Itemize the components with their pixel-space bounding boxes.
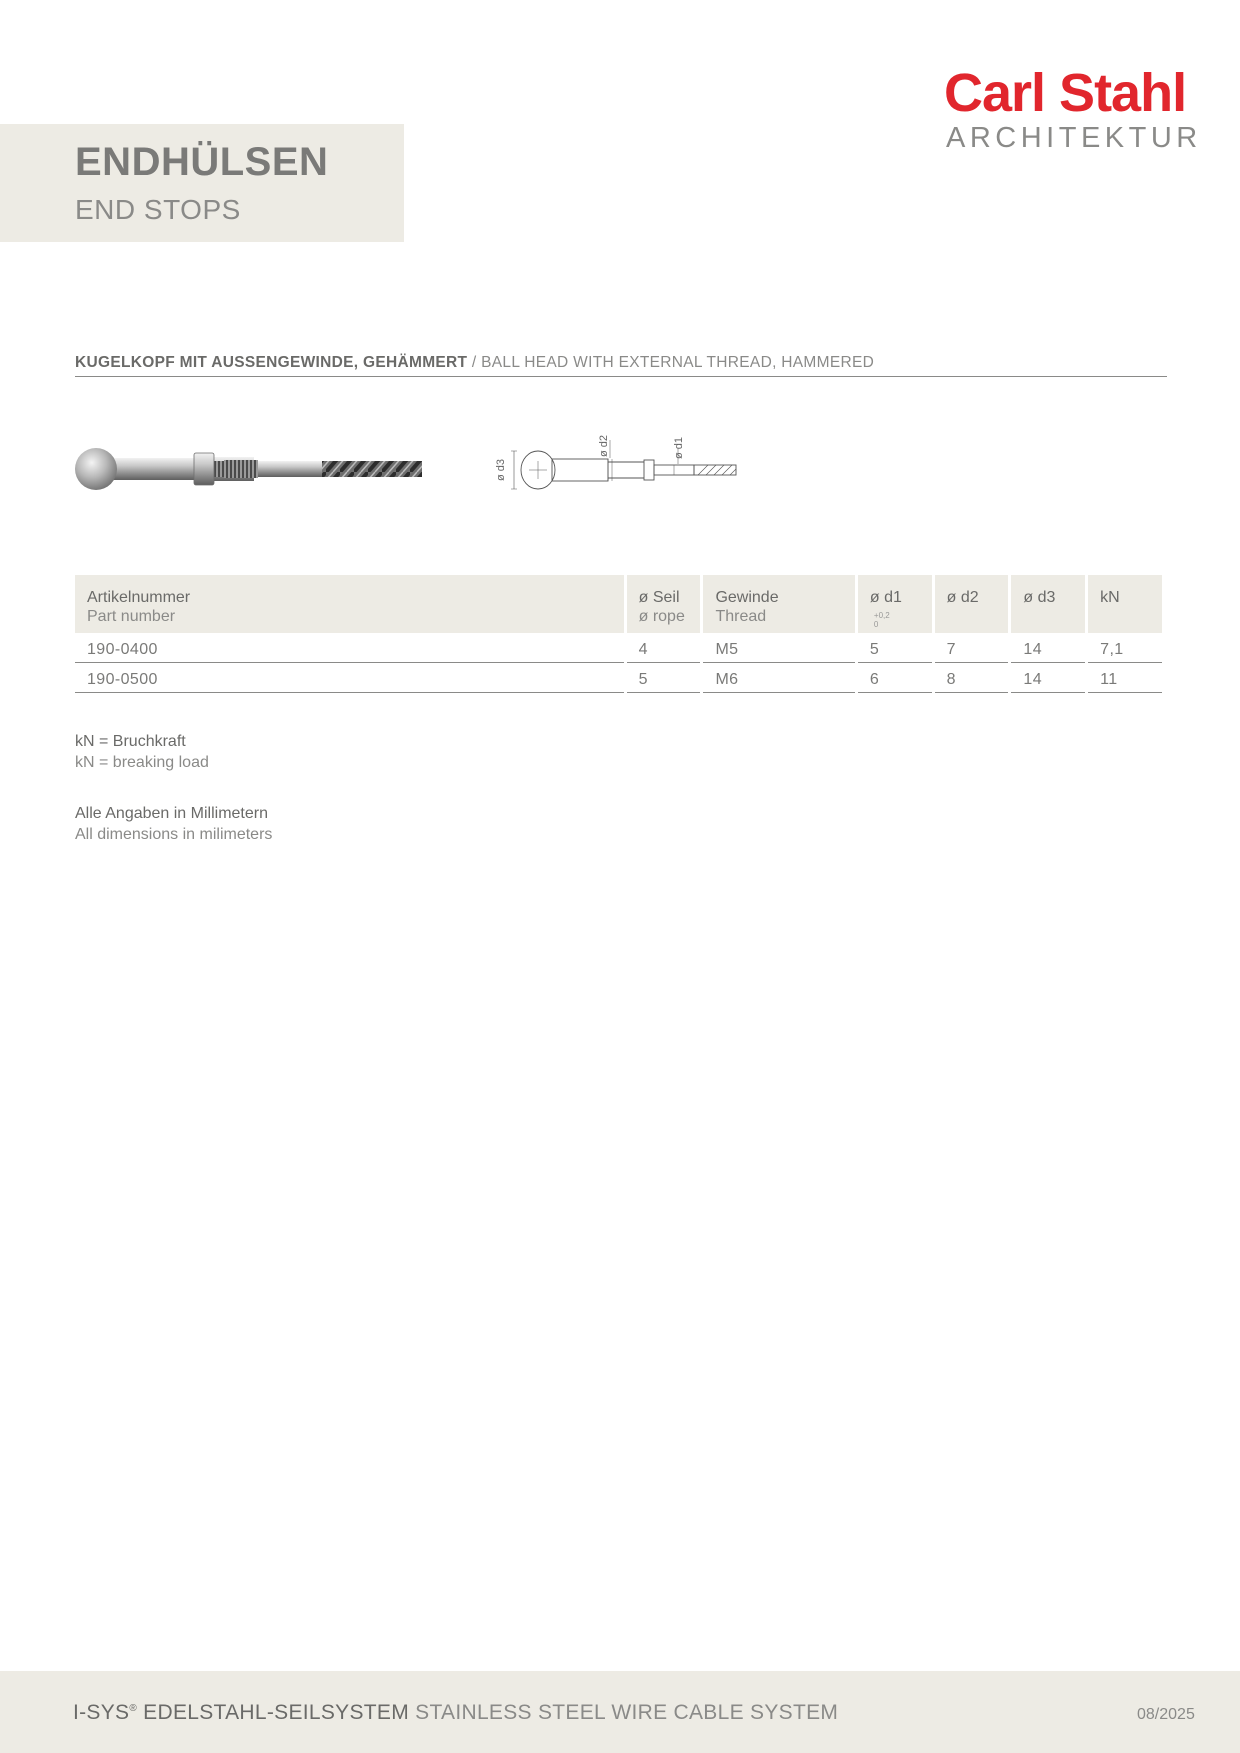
footer-date: 08/2025 xyxy=(1137,1706,1195,1723)
dimension-label-d2: ø d2 xyxy=(598,434,610,458)
technical-drawing xyxy=(495,430,748,500)
tolerance-upper: +0,2 xyxy=(873,611,890,620)
cell-rope: 4 xyxy=(627,633,701,663)
note-dimensions xyxy=(75,803,272,845)
col-d3 xyxy=(1011,575,1085,633)
note-kn-en: kN = breaking load xyxy=(75,754,209,771)
col-rope xyxy=(627,575,701,633)
spec-table xyxy=(72,575,1165,693)
header-label-de: ø Seil xyxy=(638,589,680,606)
cell-d1: 6 xyxy=(858,663,932,693)
page-title: ENDHÜLSEN xyxy=(75,140,329,184)
note-dim-en: All dimensions in milimeters xyxy=(75,826,273,843)
note-breaking-load xyxy=(75,731,209,773)
col-part-number xyxy=(75,575,624,633)
table-row xyxy=(75,663,1162,693)
cell-thread: M6 xyxy=(703,663,854,693)
cell-kn: 11 xyxy=(1088,663,1162,693)
col-d2 xyxy=(935,575,1009,633)
header-label-de: Artikelnummer xyxy=(87,589,191,606)
col-thread xyxy=(703,575,854,633)
header-label-de: kN xyxy=(1100,589,1120,606)
brand-logo-sub: ARCHITEKTUR xyxy=(946,122,1202,154)
dimension-label-d3: ø d3 xyxy=(495,458,507,482)
note-dim-de: Alle Angaben in Millimetern xyxy=(75,805,268,822)
cell-thread: M5 xyxy=(703,633,854,663)
dimension-label-d1: ø d1 xyxy=(673,436,685,460)
header-label-en: Thread xyxy=(715,608,767,625)
tolerance-lower: 0 xyxy=(873,620,879,629)
header-label-en: ø rope xyxy=(638,608,685,625)
footer-title xyxy=(73,1701,838,1725)
cell-d3: 14 xyxy=(1011,633,1085,663)
header-label-de: Gewinde xyxy=(715,589,779,606)
cell-kn: 7,1 xyxy=(1088,633,1162,663)
col-kn xyxy=(1088,575,1162,633)
header-label-de: ø d1 xyxy=(869,589,902,606)
header-label-de: ø d2 xyxy=(946,589,979,606)
footer-title-de: EDELSTAHL-SEILSYSTEM xyxy=(137,1701,410,1724)
cell-d2: 7 xyxy=(935,633,1009,663)
cell-part-number: 190-0400 xyxy=(75,633,624,663)
section-title-en: BALL HEAD WITH EXTERNAL THREAD, HAMMERED xyxy=(481,354,875,371)
brand-logo: Carl Stahl xyxy=(944,63,1187,123)
page-subtitle: END STOPS xyxy=(75,194,241,225)
cell-part-number: 190-0500 xyxy=(75,663,624,693)
footer-title-en: STAINLESS STEEL WIRE CABLE SYSTEM xyxy=(409,1701,839,1724)
tolerance xyxy=(874,611,920,629)
footer-registered-mark: ® xyxy=(129,1703,138,1714)
footer-system: I-SYS xyxy=(73,1701,130,1724)
table-header-row xyxy=(75,575,1162,633)
note-kn-de: kN = Bruchkraft xyxy=(75,733,186,750)
cell-d3: 14 xyxy=(1011,663,1085,693)
section-heading xyxy=(75,354,1167,377)
cell-d1: 5 xyxy=(858,633,932,663)
section-separator: / xyxy=(467,354,482,371)
product-photo xyxy=(74,440,454,500)
header-label-en: Part number xyxy=(87,608,176,625)
header-label-de: ø d3 xyxy=(1023,589,1056,606)
table-row xyxy=(75,633,1162,663)
cell-rope: 5 xyxy=(627,663,701,693)
section-title-de: KUGELKOPF MIT AUSSENGEWINDE, GEHÄMMERT xyxy=(75,354,468,371)
cell-d2: 8 xyxy=(935,663,1009,693)
col-d1 xyxy=(858,575,932,633)
